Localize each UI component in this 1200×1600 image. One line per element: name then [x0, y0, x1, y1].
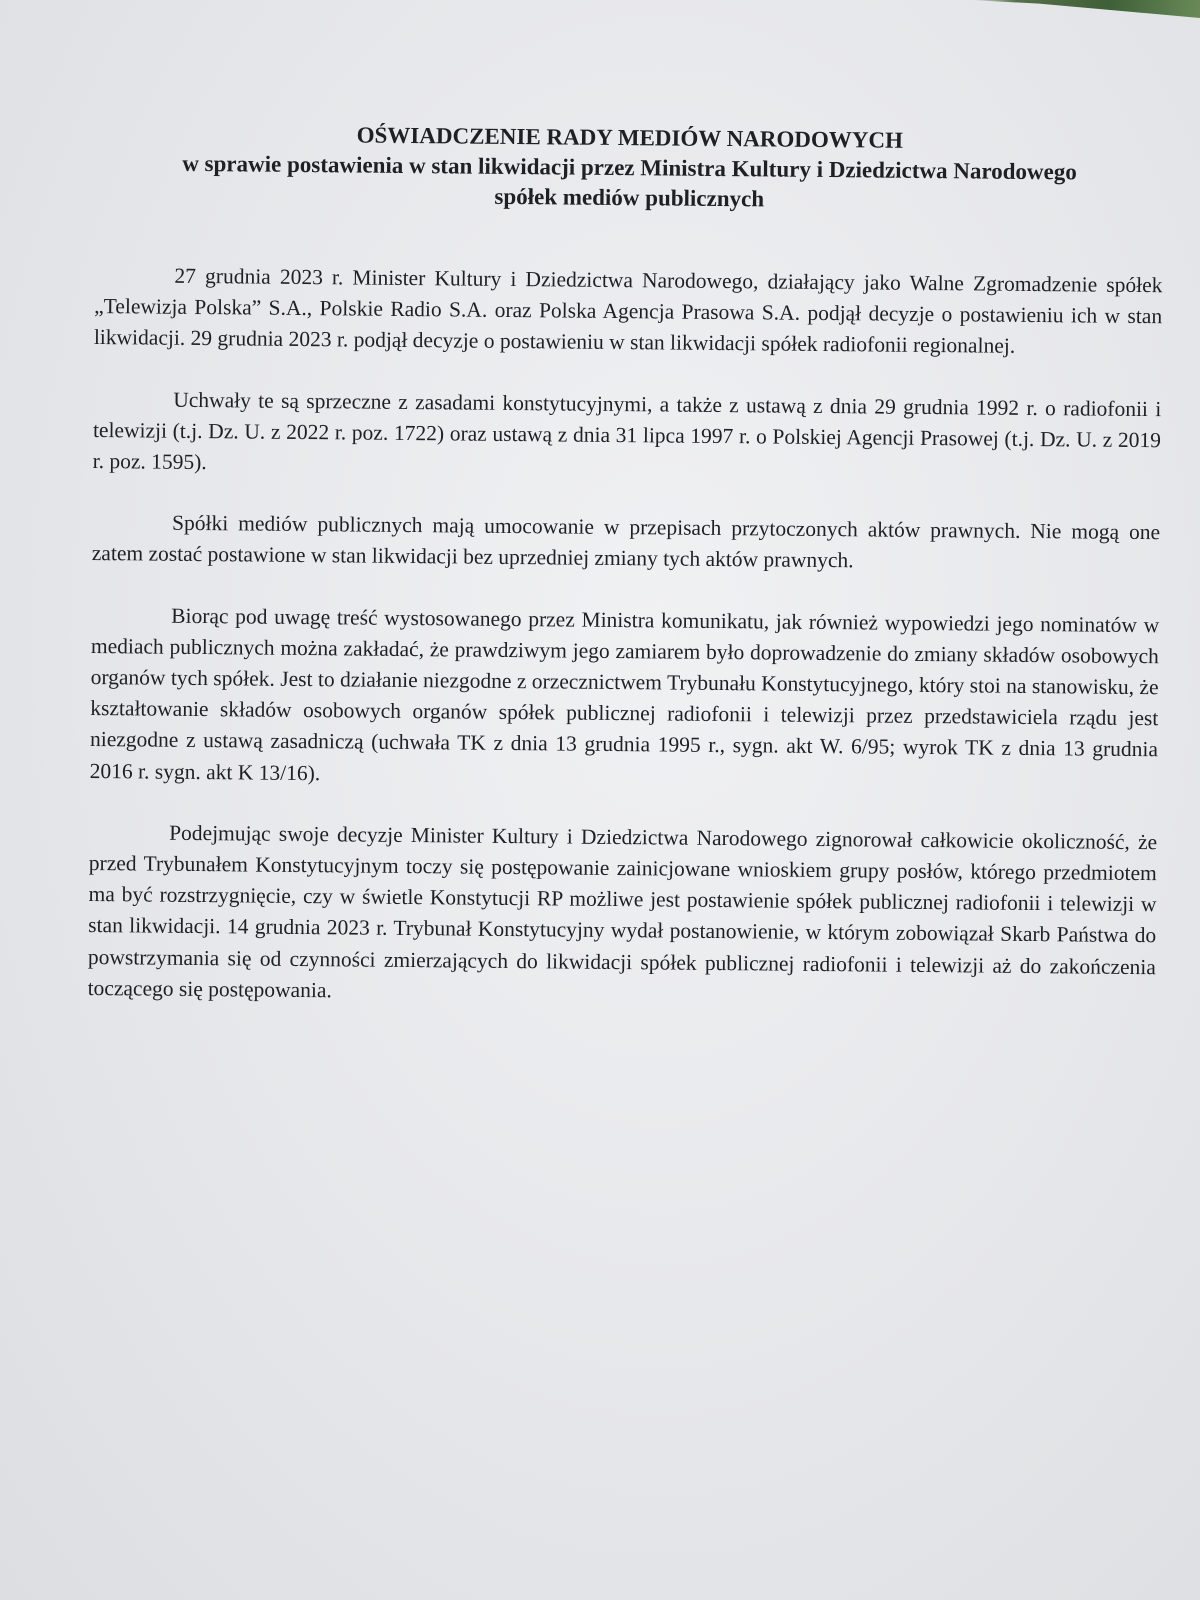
paragraph-4: Biorąc pod uwagę treść wystosowanego przez Ministra komunikatu, jak również wypowiedzi jego nominatów w mediach publicznych można zakładać, że prawdziwym jego zamiarem było doprowadzenie do zmiany składów osobowych organów tych spółek. Jest to działanie niezgodne z orzecznictwem Trybunału Konstytucyjnego, który stoi na stanowisku, że kształtowanie składów osobowych organów spółek publicznej radiofonii i telewizji przez przedstawiciela rządu jest niezgodne z ustawą zasadniczą (uchwała TK z dnia 13 grudnia 1995 r., sygn. akt W. 6/95; wyrok TK z dnia 13 grudnia 2016 r. sygn. akt K 13/16). [89, 603, 1160, 785]
paragraph-3: Spółki mediów publicznych mają umocowanie w przepisach przytoczonych aktów prawnych. Nie mogą one zatem zostać postawione w stan likwidacji bez uprzedniej zmiany tych aktów prawnych. [91, 510, 1161, 573]
document-body [87, 118, 1163, 1014]
document-title [95, 118, 1164, 218]
title-line-2: w sprawie postawienia w stan likwidacji przez Ministra Kultury i Dziedzictwa Narodowego [182, 150, 1077, 185]
paragraph-5: Podejmując swoje decyzje Minister Kultury i Dziedzictwa Narodowego zignorował całkowicie okoliczność, że przed Trybunałem Konstytucyjnym toczy się postępowanie zainicjowane wnioskiem grupy posłów, którego przedmiotem ma być rozstrzygnięcie, czy w świetle Konstytucji RP możliwe jest postawienie spółek publicznej radiofonii i telewizji w stan likwidacji. 14 grudnia 2023 r. Trybunał Konstytucyjny wydał postanowienie, w którym zobowiązał Skarb Państwa do powstrzymania się od czynności zmierzających do likwidacji spółek publicznej radiofonii i telewizji aż do zakończenia toczącego się postępowania. [87, 820, 1158, 1003]
paragraph-2: Uchwały te są sprzeczne z zasadami konstytucyjnymi, a także z ustawą z dnia 29 grudnia 1992 r. o radiofonii i telewizji (t.j. Dz. U. z 2022 r. poz. 1722) oraz ustawą z dnia 31 lipca 1997 r. o Polskiej Agencji Prasowej (t.j. Dz. U. z 2019 r. poz. 1595). [92, 387, 1162, 475]
paragraph-1: 27 grudnia 2023 r. Minister Kultury i Dziedzictwa Narodowego, działający jako Walne Zgromadzenie spółek „Telewizja Polska” S.A., Polskie Radio S.A. oraz Polska Agencja Prasowa S.A. podjął decyzje o postawieniu ich w stan likwidacji. 29 grudnia 2023 r. podjął decyzje o postawieniu w stan likwidacji spółek radiofonii regionalnej. [93, 263, 1163, 359]
title-line-3: spółek mediów publicznych [494, 183, 765, 212]
title-line-1: OŚWIADCZENIE RADY MEDIÓW NARODOWYCH [356, 122, 904, 153]
